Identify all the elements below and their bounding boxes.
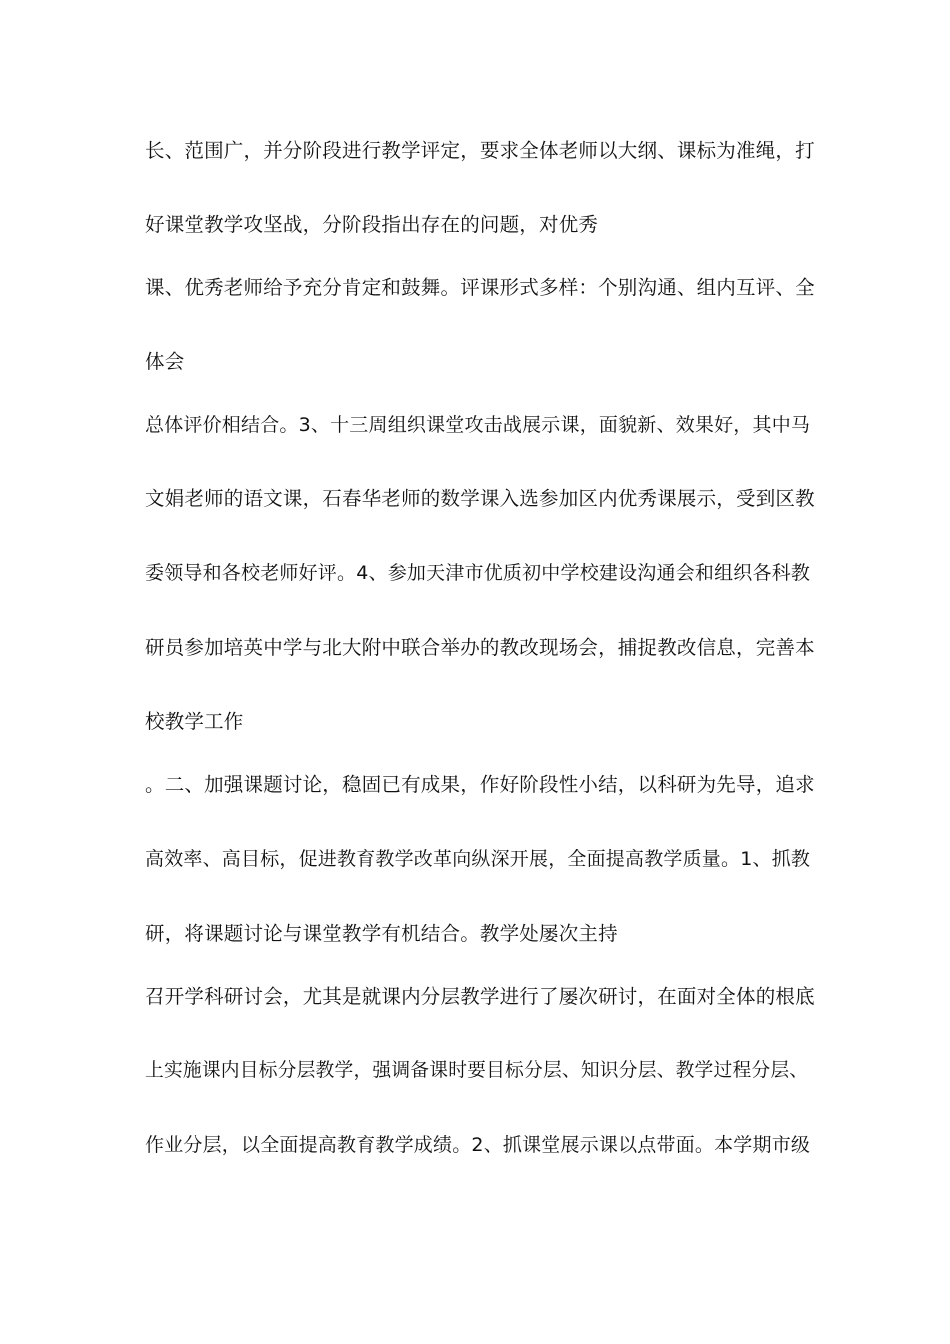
text-line: 好课堂教学攻坚战，分阶段指出存在的问题，对优秀	[145, 213, 599, 236]
text-line: 长、范围广，并分阶段进行教学评定，要求全体老师以大纲、课标为准绳，打	[145, 139, 815, 162]
text-line: 上实施课内目标分层教学，强调备课时要目标分层、知识分层、教学过程分层、	[145, 1060, 809, 1081]
text-line: 课、优秀老师给予充分肯定和鼓舞。评课形式多样：个别沟通、组内互评、全	[145, 276, 815, 299]
text-line: 召开学科研讨会，尤其是就课内分层教学进行了屡次研讨，在面对全体的根底	[145, 985, 815, 1008]
text-line: 总体评价相结合。3、十三周组织课堂攻击战展示课，面貌新、效果好，其中马	[145, 414, 811, 436]
text-line: 。二、加强课题讨论，稳固已有成果，作好阶段性小结，以科研为先导，追求	[145, 773, 815, 796]
text-line: 文娟老师的语文课，石春华老师的数学课入选参加区内优秀课展示，受到区教	[145, 487, 815, 510]
text-line: 体会	[145, 350, 185, 373]
text-line: 高效率、高目标，促进教育教学改革向纵深开展，全面提高教学质量。1、抓教	[145, 848, 811, 870]
text-line: 校教学工作	[145, 710, 244, 733]
text-line: 委领导和各校老师好评。4、参加天津市优质初中学校建设沟通会和组织各科教	[145, 562, 811, 584]
text-line: 研，将课题讨论与课堂教学有机结合。教学处屡次主持	[145, 922, 618, 945]
text-line: 研员参加培英中学与北大附中联合举办的教改现场会，捕捉教改信息，完善本	[145, 636, 815, 659]
text-line: 作业分层，以全面提高教育教学成绩。2、抓课堂展示课以点带面。本学期市级	[145, 1134, 811, 1156]
